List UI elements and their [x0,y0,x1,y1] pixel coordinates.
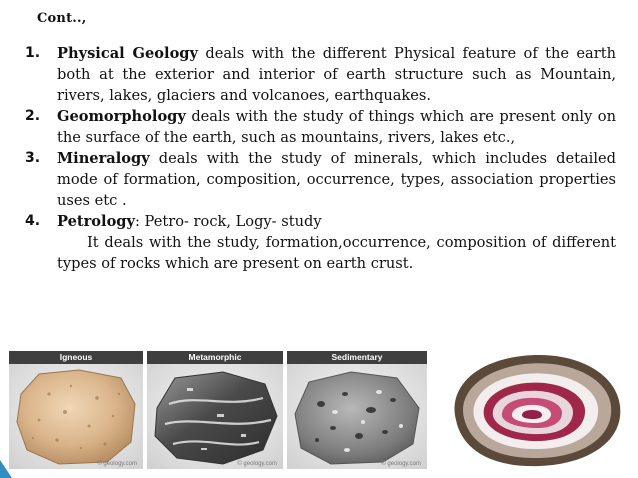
item-number: 2. [25,108,41,124]
metamorphic-rock-photo [147,351,283,469]
photo-label: Metamorphic [147,351,283,364]
slide-title: Cont.., [37,11,87,26]
item-term: Petrology [57,213,135,230]
item-number: 1. [25,45,41,61]
igneous-rock-illustration [9,364,143,469]
item-text: deals with the study of minerals, which includes detailed mode of formation, composition, occurrence, types, association properties uses etc . [57,150,616,209]
agate-geode-illustration [430,346,633,474]
list-item-petrology [22,211,616,274]
list-item-mineralogy [22,148,616,211]
item-term: Mineralogy [57,150,150,167]
rock-types-image [9,351,427,469]
corner-accent-shape [0,460,12,478]
topic-list [22,43,616,274]
photo-label: Igneous [9,351,143,364]
sedimentary-rock-photo [287,351,427,469]
list-item-physical-geology [22,43,616,106]
metamorphic-rock-illustration [147,364,283,469]
igneous-rock-photo [9,351,143,469]
agate-geode-photo [430,346,633,474]
item-text: deals with the different Physical feature of the earth both at the exterior and interior of earth structure such as Mountain, rivers, lakes, glaciers and volcanoes, earthquakes. [57,45,616,104]
list-item-geomorphology [22,106,616,148]
item-text: deals with the study of things which are present only on the surface of the earth, such as mountains, rivers, lakes etc., [57,108,616,146]
item-term: Geomorphology [57,108,186,125]
petrology-detail: It deals with the study, formation,occurrence, composition of different types of rocks which are present on earth crust. [57,234,616,272]
item-text: : Petro- rock, Logy- study [135,213,322,230]
photo-watermark: © geology.com [381,461,421,467]
photo-watermark: © geology.com [237,461,277,467]
item-number: 4. [25,213,41,229]
item-number: 3. [25,150,41,166]
photo-label: Sedimentary [287,351,427,364]
sedimentary-rock-illustration [287,364,427,469]
photo-watermark: © geology.com [97,461,137,467]
item-term: Physical Geology [57,45,198,62]
